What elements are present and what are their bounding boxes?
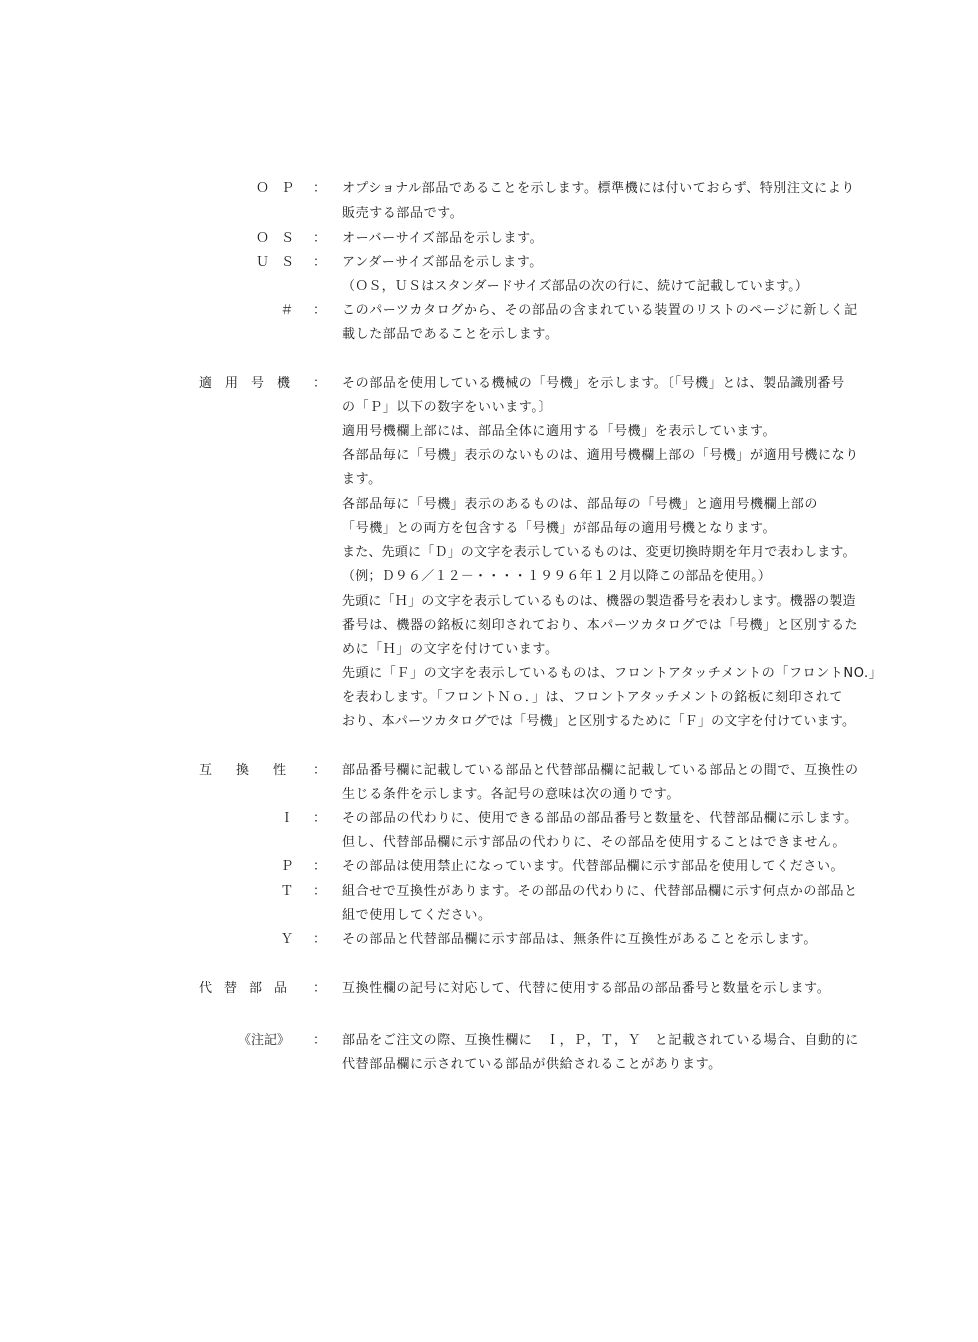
entry-i-line-2: 但し、代替部品欄に示す部品の代わりに、その部品を使用することはできません。 xyxy=(342,835,846,850)
entry-tekiyo-line-6: 各部品毎に「号機」表示のあるものは、部品毎の「号機」と適用号機欄上部の xyxy=(342,497,819,512)
entry-chuki-colon: ： xyxy=(313,1033,327,1048)
entry-p-line-1: その部品は使用禁止になっています。代替部品欄に示す部品を使用してください。 xyxy=(342,859,845,874)
entry-us-key: ＵＳ xyxy=(255,255,306,270)
entry-tekiyo-key: 適用号機 xyxy=(199,376,304,391)
entry-us-line-2: （ＯＳ，ＵＳはスタンダードサイズ部品の次の行に、続けて記載しています。） xyxy=(342,279,809,294)
entry-tekiyo-line-14: を表わします。「フロントＮｏ．」は、フロントアタッチメントの銘板に刻印されて xyxy=(342,690,843,705)
entry-p-key: Ｐ xyxy=(280,859,294,874)
entry-gokan-colon: ： xyxy=(313,763,327,778)
entry-p-colon: ： xyxy=(313,859,327,874)
entry-i-key: Ｉ xyxy=(280,811,294,826)
entry-tekiyo-line-5: ます。 xyxy=(342,472,382,487)
entry-op-key: ＯＰ xyxy=(255,181,306,196)
entry-gokan-key: 互換性 xyxy=(199,763,311,778)
entry-hash-colon: ： xyxy=(313,303,327,318)
entry-y-line-1: その部品と代替部品欄に示す部品は、無条件に互換性があることを示します。 xyxy=(342,932,817,947)
entry-i-colon: ： xyxy=(313,811,327,826)
entry-tekiyo-line-15: おり、本パーツカタログでは「号機」と区別するために「Ｆ」の文字を付けています。 xyxy=(342,714,856,729)
entry-hash-line-1: このパーツカタログから、その部品の含まれている装置のリストのページに新しく記 xyxy=(342,303,858,318)
entry-t-key: Ｔ xyxy=(280,884,294,899)
entry-daitai-colon: ： xyxy=(313,981,327,996)
entry-os-key: ＯＳ xyxy=(255,231,306,246)
entry-daitai-key: 代替部品 xyxy=(199,981,300,996)
entry-daitai-line-1: 互換性欄の記号に対応して、代替に使用する部品の部品番号と数量を示します。 xyxy=(342,981,831,996)
entry-us-line-1: アンダーサイズ部品を示します。 xyxy=(342,255,543,270)
entry-us-colon: ： xyxy=(313,255,327,270)
entry-tekiyo-line-13: 先頭に「Ｆ」の文字を表示しているものは、フロントアタッチメントの「フロントNO.」 xyxy=(342,666,883,681)
entry-y-key: Ｙ xyxy=(280,932,294,947)
entry-tekiyo-colon: ： xyxy=(313,376,327,391)
entry-os-line-1: オーバーサイズ部品を示します。 xyxy=(342,231,544,246)
entry-t-colon: ： xyxy=(313,884,327,899)
entry-tekiyo-line-2: の「Ｐ」以下の数字をいいます。〕 xyxy=(342,400,553,415)
entry-chuki-key: 《注記》 xyxy=(238,1033,291,1048)
entry-os-colon: ： xyxy=(313,231,327,246)
entry-op-line-1: オプショナル部品であることを示します。標準機には付いておらず、特別注文により xyxy=(342,181,855,196)
entry-tekiyo-line-11: 番号は、機器の銘板に刻印されており、本パーツカタログでは「号機」と区別するた xyxy=(342,618,859,633)
entry-op-colon: ： xyxy=(313,181,327,196)
entry-tekiyo-line-9: （例；Ｄ９６／１２－・・・・１９９６年１２月以降この部品を使用。） xyxy=(342,569,772,584)
entry-t-line-2: 組で使用してください。 xyxy=(342,908,492,923)
entry-tekiyo-line-12: めに「Ｈ」の文字を付けています。 xyxy=(342,642,559,657)
entry-i-line-1: その部品の代わりに、使用できる部品の部品番号と数量を、代替部品欄に示します。 xyxy=(342,811,858,826)
entry-tekiyo-line-4: 各部品毎に「号機」表示のないものは、適用号機欄上部の「号機」が適用号機になり xyxy=(342,448,859,463)
entry-t-line-1: 組合せで互換性があります。その部品の代わりに、代替部品欄に示す何点かの部品と xyxy=(342,884,858,899)
entry-tekiyo-line-10: 先頭に「Ｈ」の文字を表示しているものは、機器の製造番号を表わします。機器の製造 xyxy=(342,594,856,609)
entry-hash-line-2: 載した部品であることを示します。 xyxy=(342,327,559,342)
entry-chuki-line-1: 部品をご注文の際、互換性欄に Ｉ，Ｐ，Ｔ，Ｙ と記載されている場合、自動的に xyxy=(342,1033,859,1048)
entry-op-line-2: 販売する部品です。 xyxy=(342,206,464,221)
entry-y-colon: ： xyxy=(313,932,327,947)
entry-tekiyo-line-1: その部品を使用している機械の「号機」を示します。〔「号機」とは、製品識別番号 xyxy=(342,376,845,391)
entry-tekiyo-line-7: 「号機」との両方を包含する「号機」が部品毎の適用号機となります。 xyxy=(342,521,777,536)
entry-hash-key: ＃ xyxy=(280,303,294,318)
entry-gokan-line-1: 部品番号欄に記載している部品と代替部品欄に記載している部品との間で、互換性の xyxy=(342,763,859,778)
entry-tekiyo-line-8: また、先頭に「Ｄ」の文字を表示しているものは、変更切換時期を年月で表わします。 xyxy=(342,545,856,560)
entry-chuki-line-2: 代替部品欄に示されている部品が供給されることがあります。 xyxy=(342,1057,722,1072)
entry-gokan-line-2: 生じる条件を示します。各記号の意味は次の通りです。 xyxy=(342,787,680,802)
entry-tekiyo-line-3: 適用号機欄上部には、部品全体に適用する「号機」を表示しています。 xyxy=(342,424,777,439)
